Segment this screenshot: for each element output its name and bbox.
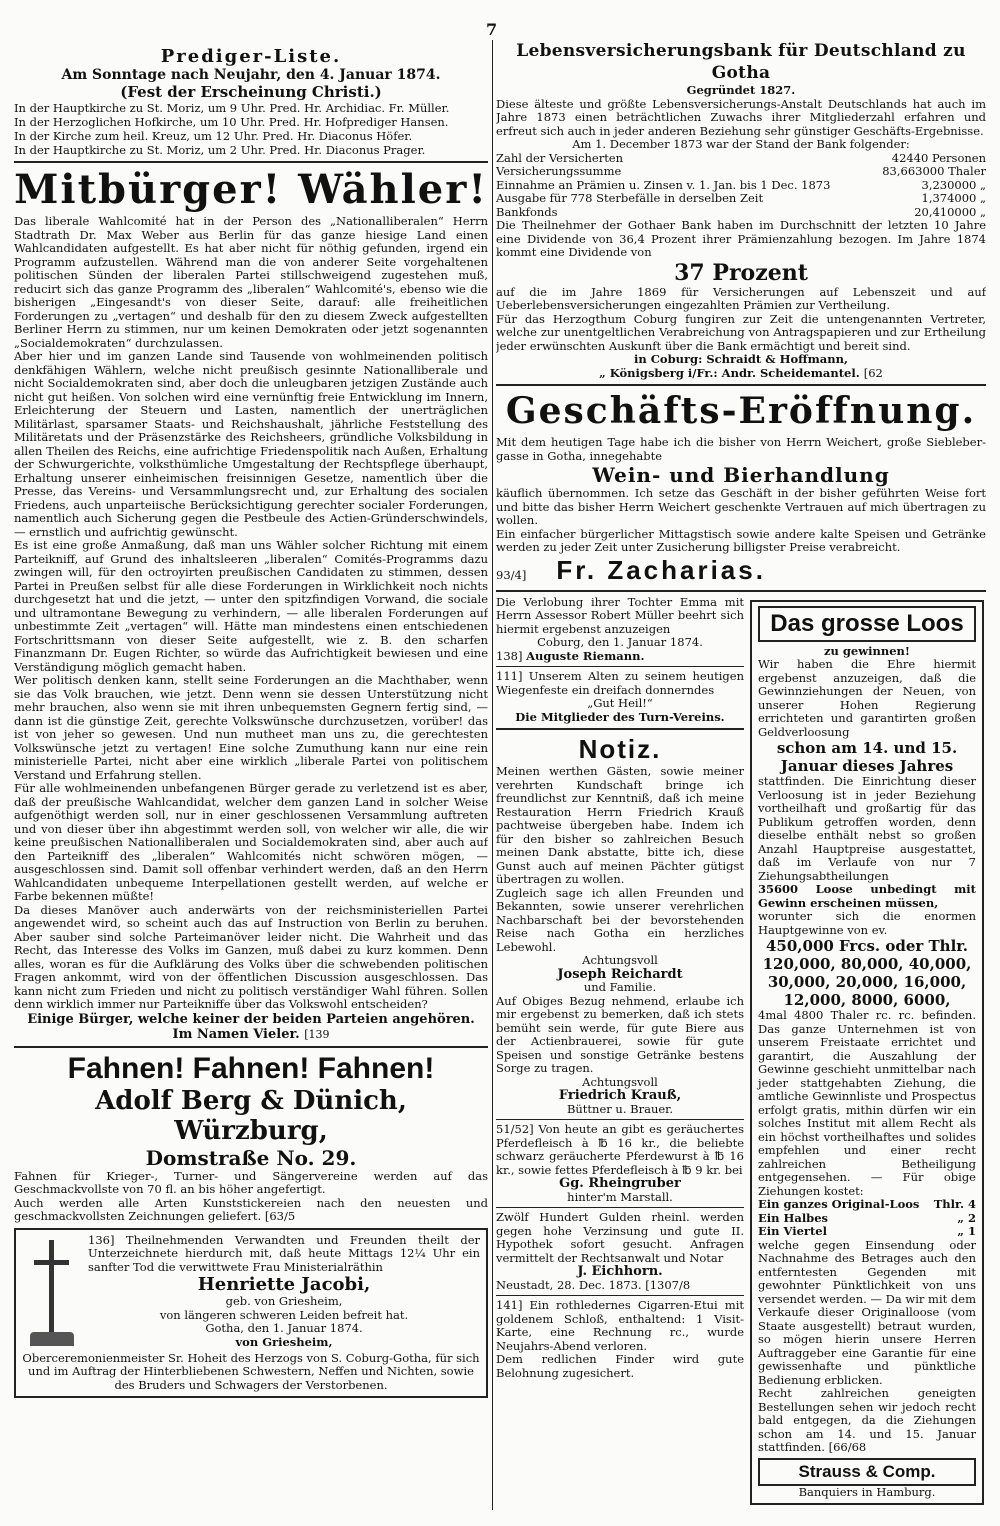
- price-value: „ 2: [957, 1210, 976, 1225]
- verlobung-date: Coburg, den 1. Januar 1874.: [537, 635, 703, 649]
- gulden-signer: J. Eichhorn.: [577, 1264, 663, 1279]
- ref-number: 93/4]: [496, 567, 527, 582]
- loos-sub: zu gewinnen!: [824, 643, 910, 658]
- gulden-text: Zwölf Hundert Gulden rheinl. werden gegen hohe Verzinsung und gute II. Hypothek sofort gesucht. Anfragen vermittelt der Rechtsanwalt und Notar: [496, 1210, 744, 1265]
- pferdefleisch-signer: Gg. Rheingruber: [559, 1176, 681, 1191]
- notiz-greeting: Achtungsvoll: [582, 953, 658, 967]
- notiz-title: Notiz.: [578, 734, 662, 764]
- loos-text: welche gegen Einsendung oder Nachnahme des Betrages auch den entferntesten Gegenden mit gewohnter Pünktlichkeit von uns versendet werden. — Da wir mit dem Verkaufe dieser Originalloose (vom Staate ausgestellt) betraut wurden, so mögen hierin unsere Herren Auftraggeber eine Garantie für eine gewissenhafte und pünktliche Bedienung erblicken.: [758, 1237, 976, 1387]
- price-label: Ein ganzes Original-Loos: [758, 1197, 920, 1211]
- verlobung-text: Die Verlobung ihrer Tochter Emma mit Herrn Assessor Robert Müller beehrt sich hiermit ergebenst anzuzeigen: [496, 594, 744, 636]
- notiz-text: Auf Obiges Bezug nehmend, erlaube ich mir ergebenst zu bemerken, daß ich stets bemüht sein werde, für gute Biere aus der Actienbrauerei, sowie für gute Speisen und sonstige Getränke bestens Sorge zu tragen.: [496, 993, 744, 1075]
- notiz-text: Zugleich sage ich allen Freunden und Bekannten, sowie unserer verehrlichen Nachbarschaft bei der bevorstehenden Reise nach Gotha ein herzliches Lebewohl.: [496, 885, 744, 954]
- section-rule: [496, 1295, 744, 1296]
- signature: [14, 1027, 488, 1042]
- prediger-feast: (Fest der Erscheinung Christi.): [120, 83, 382, 101]
- paragraph: Für alle wohlmeinenden unbefangenen Bürger gerade zu verletzend ist es aber, daß der preußische Wahlcandidat, welcher dem ganzen Land in solcher Weise aufgenöthigt werden soll, nur in einer geschlossenen Versammlung auftreten und von dieser über ihn abgestimmt werden soll, von welcher wir alle, die wir keine preußischen Nationalliberalen und Socialdemokraten sind, aber auch auf den Parteikniff des „liberalen“ Wahlcomités nicht schwören mögen, — ausgeschlossen sind. Damit soll offenbar verhindert werden, daß an den Herrn Wahlcandidaten unbequeme Interpellationen gestellt werden, auf welche er Farbe bekennen müßte!: [14, 781, 488, 903]
- verlobung-sign-line: [496, 650, 744, 664]
- section-rule: [14, 1046, 488, 1048]
- church-entry: In der Herzoglichen Hofkirche, um 10 Uhr. Pred. Hr. Hofprediger Hansen.: [14, 115, 449, 129]
- lebens-ad: [496, 40, 986, 380]
- verlobung-ad: [496, 596, 744, 664]
- eroeffnung-text: Mit dem heutigen Tage habe ich die bisher von Herrn Weichert, große Sieblebergasse in Gotha, innegehabte: [496, 435, 986, 463]
- price-label: Ein Halbes: [758, 1210, 829, 1225]
- lebens-title: Lebensversicherungsbank für Deutschland zu Gotha: [516, 41, 966, 83]
- cigarren-ad: [496, 1299, 744, 1380]
- loos-company: Strauss & Comp.: [798, 1461, 936, 1481]
- ref-number: [63/5: [264, 1209, 296, 1223]
- loos-company-sub: Banquiers in Hamburg.: [798, 1484, 936, 1499]
- wiegenfest-cheer: „Gut Heil!“: [587, 696, 653, 710]
- obituary-intro: 136] Theilnehmenden Verwandten und Freunden theilt der Unterzeichnete hierdurch mit, daß heute Mittags 12¼ Uhr ein sanfter Tod die verwittwete Frau Ministerialräthin: [88, 1232, 480, 1274]
- eroeffnung-title: Geschäfts-Eröffnung.: [505, 390, 977, 432]
- paragraph: Das liberale Wahlcomité hat in der Person des „Nationalliberalen“ Herrn Stadtrath Dr. Max Weber aus Berlin für das ganze hiesige Land einen Wahlcandidaten aufgestellt. Es hat aber nicht für nöthig gefunden, irgend ein Programm aufzustellen. Während man die von anderer Seite vorgehaltenen politischen Sünden der liberalen Partei stillschweigend zugestehen muß, reducirt sich das ganze Programm des „liberalen“ Wahlcomité's, ebenso wie die bisherigen „Eingesandt's von dieser Seite, darauf: alle freiheitlichen Forderungen zu „vertagen“ und deshalb für den zu diesem Zweck aufgestellten Berliner Herrn zu stimmen, nur um keinen Demokraten oder jetzt sogenannten „Socialdemokraten“ durchzulassen.: [14, 214, 488, 350]
- pferdefleisch-text: 51/52] Von heute an gibt es geräuchertes Pferdefleisch à ℔ 16 kr., die beliebte schwarz geräucherte Pferdewurst à ℔ 16 kr., sowie fettes Pferdefleisch à ℔ 9 kr. bei: [496, 1122, 744, 1177]
- page-number: 7: [486, 20, 498, 39]
- lebens-row: [496, 152, 986, 166]
- price-row: [758, 1198, 976, 1212]
- row-value: 1,374000 „: [921, 191, 986, 205]
- paragraph: Wer politisch denken kann, stellt seine Forderungen an die Machthaber, wenn sie das Volk brauchen, wie jetzt. Denn wenn sie dessen Unterstützung nicht mehr brauchen, also wenn sie mit ihren unbequemsten Gegnern fertig sind, — dann ist die günstige Zeit, gerechte Volkswünsche durchzusetzen, vorüber! das ist von jeher so gewesen. Und nun mutheet man uns zu, die gerechtesten Volkswünsche jetzt zu vertagen! Eine solche Zumuthung kann nur eine rein ministerielle Partei, nicht aber eine wirklich „liberale Partei von politischem Verstand und Erfahrung stellen.: [14, 673, 488, 782]
- obituary-box: [14, 1228, 488, 1399]
- row-value: 42440 Personen: [891, 150, 986, 165]
- section-rule: [496, 728, 744, 730]
- column-divider: [492, 40, 493, 1510]
- loos-company-box: [758, 1458, 976, 1486]
- left-column: [14, 40, 488, 1402]
- right-subcolumns: [496, 596, 986, 1510]
- prediger-title: Prediger-Liste.: [160, 46, 342, 67]
- fahnen-text: Fahnen für Krieger-, Turner- und Sängervereine werden auf das Geschmackvollste von 70 fl. an bis höher angefertigt.: [14, 1168, 488, 1196]
- price-value: „ 1: [957, 1224, 976, 1238]
- section-rule: [496, 590, 986, 592]
- obituary-signer: von Griesheim,: [235, 1334, 333, 1349]
- gulden-ad: [496, 1211, 744, 1292]
- lebens-row: [496, 179, 986, 193]
- section-rule: [496, 1119, 744, 1120]
- ref-number: [139: [304, 1027, 330, 1041]
- cigarren-text: 141] Ein rothledernes Cigarren-Etui mit goldenem Schloß, enthaltend: 1 Visit-Karte, eine Rechnung rc., wurde Neujahrs-Abend verloren.: [496, 1298, 744, 1353]
- cross-icon: [22, 1234, 80, 1352]
- obituary-signer-title: Oberceremonienmeister Sr. Hoheit des Herzogs von S. Coburg-Gotha, für sich und im Auftrag der Hinterbliebenen Schwestern, Neffen und Nichten, sowie des Bruders und Schwagers der Verstorbenen.: [22, 1350, 480, 1392]
- loos-text6: Recht zahlreichen geneigten Bestellungen sehen wir jedoch recht bald entgegen, da die Ziehungen schon am 14. und 15. Januar stattfinden.: [758, 1386, 976, 1454]
- row-label: Versicherungssumme: [496, 164, 622, 178]
- row-label: Ausgabe für 778 Sterbefälle in derselben Zeit: [496, 191, 764, 205]
- obituary-text: [88, 1234, 480, 1352]
- mitbuerger-section: [14, 167, 488, 1042]
- lebens-row: [496, 192, 986, 206]
- lebens-agent: [496, 367, 986, 381]
- section-rule: [14, 161, 488, 163]
- pferdefleisch-location: hinter'm Marstall.: [567, 1189, 673, 1204]
- gulden-place: Neustadt, 28. Dec. 1873. [1307/8: [496, 1277, 691, 1292]
- loos-text: [758, 1387, 976, 1455]
- eroeffnung-shop: Wein- und Bierhandlung: [592, 463, 890, 487]
- loos-text: stattfinden. Die Einrichtung dieser Verloosung ist in jeder Beziehung vortheilhaft und großartig für das Publikum getroffen worden, denn dieselbe enthält nebst so großen Anzahl Hauptpreise ausgestattet, daß im Verlaufe von nur 7 Ziehungsabtheilungen: [758, 774, 976, 883]
- lebens-row: [496, 206, 986, 220]
- loos-text: 4mal 4800 Thaler rc. rc. befinden. Das ganze Unternehmen ist von unserem Freistaate errichtet und garantirt, die Auszahlung der Gewinne geschieht unmittelbar nach jeder stattgehabten Ziehung, die amtliche Gewinnliste und Prospectus erfolgt gratis, mithin dürfen wir ein solches Institut mit allem Recht als ein höchst vortheilhaftes und solides empfehlen und einer recht zahlreichen Betheiligung entgegensehen. — Für obige Ziehungen kostet:: [758, 1008, 976, 1198]
- lebens-agent: in Coburg: Schraidt & Hoffmann,: [634, 352, 848, 366]
- notiz-signer2: und Familie.: [583, 980, 657, 994]
- notiz-signer: Friedrich Krauß,: [558, 1088, 682, 1103]
- loos-title-box: [758, 606, 976, 642]
- closing-line: Einige Bürger, welche keiner der beiden Parteien angehören.: [27, 1011, 475, 1027]
- right-column: [496, 40, 986, 1509]
- fahnen-firm: Adolf Berg & Dünich, Würzburg,: [95, 1085, 407, 1146]
- subcolumn-right: [750, 596, 984, 1510]
- loos-ad: [750, 600, 984, 1506]
- ref-number: 138]: [496, 648, 523, 663]
- price-value: Thlr. 4: [933, 1197, 976, 1211]
- loos-text: worunter sich die enormen Hauptgewinne von ev.: [758, 909, 976, 937]
- row-label: Einnahme an Prämien u. Zinsen v. 1. Jan. bis 1 Dec. 1873: [496, 177, 831, 192]
- lebens-agent2: „ Königsberg i/Fr.: Andr. Scheidemantel.: [599, 365, 860, 380]
- obituary-born: geb. von Griesheim,: [225, 1294, 343, 1308]
- row-value: 83,663000 Thaler: [882, 164, 986, 178]
- notiz-signer: Joseph Reichardt: [557, 966, 683, 982]
- price-row: [758, 1212, 976, 1226]
- wiegenfest-text: 111] Unserem Alten zu seinem heutigen Wiegenfeste ein dreifach donnerndes: [496, 669, 744, 697]
- lebens-agents: Für das Herzogthum Coburg fungiren zur Zeit die untengenannten Vertreter, welche zur unentgeltlichen Verabreichung von Antragspapieren und zur Ertheilung jeder erwünschten Auskunft über die Bank ermächtigt und bereit sind.: [496, 311, 986, 353]
- loos-prizes: 450,000 Frcs. oder Thlr. 120,000, 80,000, 40,000, 30,000, 20,000, 16,000, 12,000, 8000, 6000,: [762, 937, 972, 1009]
- notiz-greeting: Achtungsvoll: [582, 1074, 658, 1089]
- row-value: 3,230000 „: [921, 177, 986, 192]
- row-value: 20,410000 „: [914, 204, 986, 219]
- notiz-ad: [496, 734, 744, 1116]
- church-entry: In der Hauptkirche zu St. Moriz, um 9 Uhr. Pred. Hr. Archidiac. Fr. Müller.: [14, 101, 450, 115]
- obituary-after: von längeren schweren Leiden befreit hat.: [159, 1307, 409, 1322]
- church-entry: In der Hauptkirche zu St. Moriz, um 2 Uhr. Pred. Hr. Diaconus Prager.: [14, 143, 426, 157]
- lebens-intro: Diese älteste und größte Lebensversicherungs-Anstalt Deutschlands hat auch im Jahre 1873 einen beträchtlichen Zuwachs ihrer Mitgliederzahl erfahren und erfreut sich auch in jeder anderen Beziehung sehr günstiger Geschäfts-Ergebnisse.: [496, 96, 986, 138]
- eroeffnung-owner: Fr. Zacharias.: [556, 554, 766, 585]
- notiz-signer-title: Büttner u. Brauer.: [566, 1101, 674, 1116]
- lebens-status: Am 1. December 1873 war der Stand der Bank folgender:: [572, 137, 910, 151]
- row-label: Bankfonds: [496, 204, 558, 219]
- fahnen-text2: Auch werden alle Arten Kunststickereien nach den neuesten und geschmackvollsten Zeichnungen geliefert.: [14, 1195, 488, 1223]
- mitbuerger-title: Mitbürger! Wähler!: [14, 166, 488, 213]
- obituary-place-date: Gotha, den 1. Januar 1874.: [205, 1321, 363, 1335]
- obituary-body: [22, 1234, 480, 1352]
- fahnen-ad: [14, 1052, 488, 1224]
- ref-number: [66/68: [828, 1440, 867, 1454]
- section-rule: [496, 666, 744, 667]
- signature-text: Im Namen Vieler.: [172, 1026, 300, 1042]
- fahnen-text: [14, 1197, 488, 1224]
- paragraph: Aber hier und im ganzen Lande sind Tausende von wohlmeinenden politisch denkfähigen Wählern, welche nicht preußisch gesinnte Nationalliberale und nicht Socialdemokraten sind, aber doch die unleugbaren jetzigen Zustände auch nicht gut heißen. Von solchen wird eine vernünftig freie Entwicklung im Innern, Erleichterung der Steuern und Lasten, namentlich der unerträglichen Militärlast, sparsamer Staats- und Reichshaushalt, jährliche Feststellung des Militäretats und der Präsenzstärke des Reichsheers, gründliche Volksbildung in allen Theilen des Reichs, eine aufrichtige Friedenspolitik nach Außen, Erhaltung der Schwurgerichte, volksthümliche Umgestaltung der Rechtspflege überhaupt, Erhaltung unserer einheimischen freisinnigen Gesetze, namentlich über die Presse, das Vereins- und Versammlungsrecht und, zur Erhaltung des socialen Friedens, auch unparteiische Berücksichtigung gerechter socialer Forderungen, namentlich auch Sicherung gegen die Pestbeule des Actien-Gründerschwindels, — ernstlich und aufrichtig gewünscht.: [14, 349, 488, 539]
- subcolumn-left: [496, 596, 744, 1510]
- wiegenfest-signer: Die Mitglieder des Turn-Vereins.: [515, 709, 725, 724]
- row-label: Zahl der Versicherten: [496, 150, 624, 165]
- notiz-text: Meinen werthen Gästen, sowie meiner verehrten Kundschaft bringe ich freundlichst zur Kenntniß, daß ich meine Restauration Herrn Friedrich Krauß pachtweise übergeben habe. Indem ich für den bisher so zahlreichen Besuch meinen Dank abstatte, bitte ich, diese Gunst auch auf meinen Pächter gütigst übertragen zu wollen.: [496, 764, 744, 886]
- pferdefleisch-ad: [496, 1123, 744, 1204]
- eroeffnung-ad: [496, 390, 986, 586]
- church-entry: In der Kirche zum heil. Kreuz, um 12 Uhr. Pred. Hr. Diaconus Höfer.: [14, 129, 413, 143]
- eroeffnung-text: käuflich übernommen. Ich setze das Geschäft in der bisher geführten Weise fort und bitte das bisher Herrn Weichert geschenkte Vertrauen auf mich übertragen zu wollen.: [496, 486, 986, 527]
- cigarren-reward: Dem redlichen Finder wird gute Belohnung zugesichert.: [496, 1352, 744, 1380]
- obituary-name: Henriette Jacobi,: [197, 1274, 371, 1295]
- verlobung-signer: Auguste Riemann.: [526, 648, 645, 663]
- lebens-percent: 37 Prozent: [674, 259, 808, 286]
- lebens-founded: Gegründet 1827.: [686, 83, 796, 97]
- section-rule: [496, 384, 986, 386]
- loos-text: Wir haben die Ehre hiermit ergebenst anzuzeigen, daß die Gewinnziehungen der Neuen, von unserer Hohen Regierung errichteten und garantirten großen Geldverloosung: [758, 657, 976, 739]
- paragraph: Es ist eine große Anmaßung, daß man uns Wähler solcher Richtung mit einem Parteikniff, auf Grund des inhaltsleeren „liberalen“ Comités-Programms dazu zwingen will, für den octroyirten preußischen Candidaten zu stimmen, dessen Partei in Preußen selbst für alle diese Forderungen in Wirklichkeit noch nichts durchgesetzt hat und die jetzt, — unter den spitzfindigen Vorwand, die sociale und ultramontane Bewegung zu verhindern, — alle liberalen Forderungen auf unbestimmte Zeit „vertagen“ will. Hätte man mindestens einen entschiedenen Fortschrittsmann von dieser Seite aufgestellt, wie z. B. den scharfen Finanzmann Dr. Eugen Richter, so würde das Aufrichtigkeit bewiesen und eine Verständigung möglich gemacht haben.: [14, 538, 488, 674]
- lebens-after: auf die im Jahre 1869 für Versicherungen auf Lebenszeit und auf Ueberlebensversicherungen eingezahlten Prämien zur Vertheilung.: [496, 284, 986, 312]
- ref-number: [62: [863, 365, 883, 380]
- paragraph: Da dieses Manöver auch anderwärts von der reichsministeriellen Partei angewendet wird, so scheint auch das auf Instruction von Berlin zu beruhen. Aber sauber sind solche Parteimanöver leider nicht. Die Wahrheit und das Recht, das Interesse des Volks im Ganzen, muß dabei zu kurz kommen. Denn alles, woran es für die Aufklärung des Volks über die schwebenden politischen Fragen ankommt, wird von der öffentlichen Discussion ausgeschlossen. Das kann nicht zum Frieden und nicht zu politisch verständiger Wahl führen. Sollen denn wirklich immer nur Parteikniffe über das Volkswohl entscheiden?: [14, 902, 488, 1011]
- loos-title: Das grosse Loos: [770, 609, 964, 637]
- prediger-section: [14, 46, 488, 157]
- lebens-dividend: Die Theilnehmer der Gothaer Bank haben im Durchschnitt der letzten 10 Jahre eine Dividende von 36,4 Prozent ihrer Prämienzahlung bezogen. Im Jahre 1874 kommt eine Dividende von: [496, 218, 986, 259]
- prediger-sunday: Am Sonntage nach Neujahr, den 4. Januar 1874.: [61, 67, 441, 83]
- eroeffnung-owner-line: [496, 555, 986, 586]
- fahnen-headline: Fahnen! Fahnen! Fahnen!: [67, 1051, 435, 1085]
- wiegenfest-ad: [496, 670, 744, 724]
- eroeffnung-text: Ein einfacher bürgerlicher Mittagstisch sowie andere kalte Speisen und Getränke werden zu jeder Zeit unter Zusicherung billigster Preise verabreicht.: [496, 526, 986, 554]
- price-label: Ein Viertel: [758, 1224, 827, 1238]
- lebens-row: [496, 165, 986, 179]
- fahnen-address: Domstraße No. 29.: [145, 1145, 357, 1170]
- loos-dates: schon am 14. und 15. Januar dieses Jahres: [776, 739, 958, 775]
- loos-count: 35600 Loose unbedingt mit Gewinn erscheinen müssen,: [758, 882, 976, 910]
- price-row: [758, 1225, 976, 1239]
- section-rule: [496, 1207, 744, 1208]
